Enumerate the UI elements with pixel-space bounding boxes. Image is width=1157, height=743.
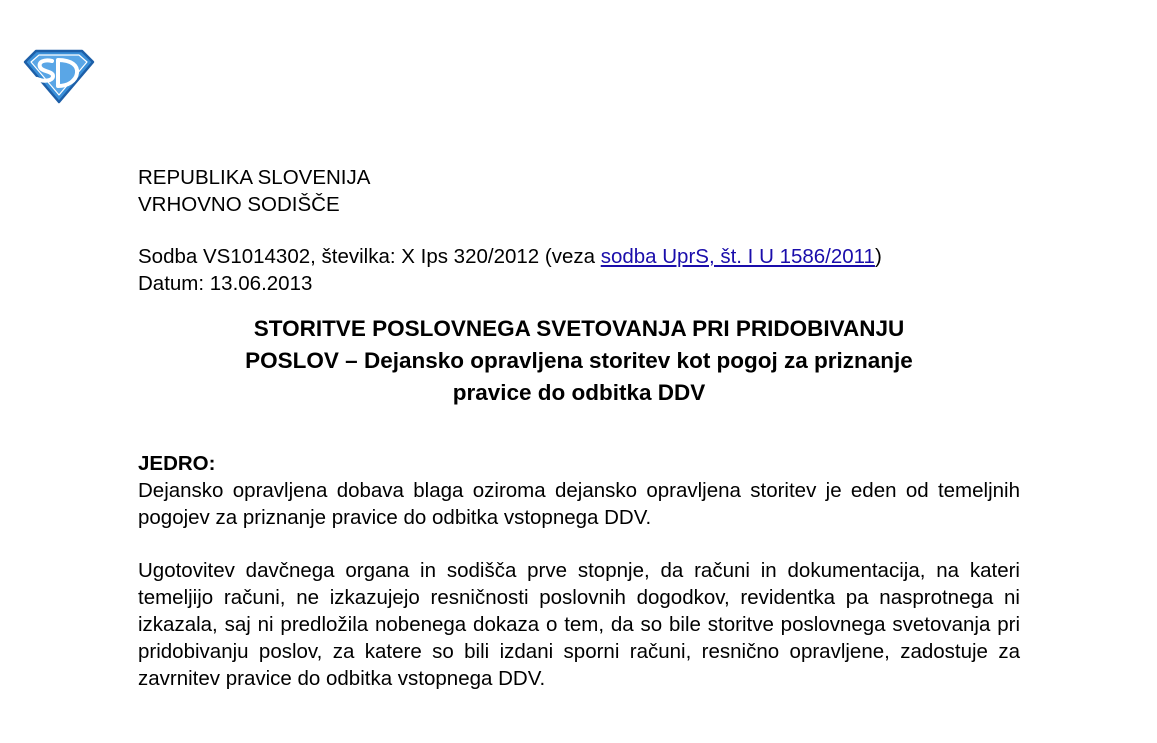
republic-name: REPUBLIKA SLOVENIJA <box>138 166 371 189</box>
jedro-paragraph-2: Ugotovitev davčnega organa in sodišča prve stopnje, da računi in dokumentacija, na kateri temeljijo računi, ne izkazujejo resničnosti poslovnih dogodkov, revidentka pa nasprotnega ni izkazala, saj ni predložila nobenega dokaza o tem, da so bile storitve poslovnega svetovanja pri pridobivanju poslov, za katere so bili izdani sporni računi, resnično opravljene, zadostuje za zavrnitev pravice do odbitka vstopnega DDV. <box>138 559 1020 690</box>
document-body <box>138 164 1020 692</box>
title-line-3: pravice do odbitka DDV <box>452 380 706 405</box>
ruling-date: Datum: 13.06.2013 <box>138 272 313 295</box>
title-line-1: STORITVE POSLOVNEGA SVETOVANJA PRI PRIDOBIVANJU <box>253 316 905 341</box>
title-line-2: POSLOV – Dejansko opravljena storitev kot pogoj za priznanje <box>245 348 913 373</box>
jedro-label: JEDRO: <box>138 452 216 475</box>
related-case-link[interactable]: sodba UprS, št. I U 1586/2011 <box>600 245 875 268</box>
jedro-paragraph-1: Dejansko opravljena dobava blaga oziroma dejansko opravljena storitev je eden od temeljnih pogojev za priznanje pravice do odbitka vstopnega DDV. <box>138 479 1020 529</box>
ruling-title <box>138 313 1020 409</box>
ruling-prefix: Sodba VS1014302, številka: X Ips 320/2012 (veza <box>138 245 601 268</box>
court-name: VRHOVNO SODIŠČE <box>138 193 340 216</box>
ruling-suffix: ) <box>874 245 882 268</box>
sd-shield-logo-icon <box>22 48 96 104</box>
ruling-reference <box>138 243 1020 270</box>
